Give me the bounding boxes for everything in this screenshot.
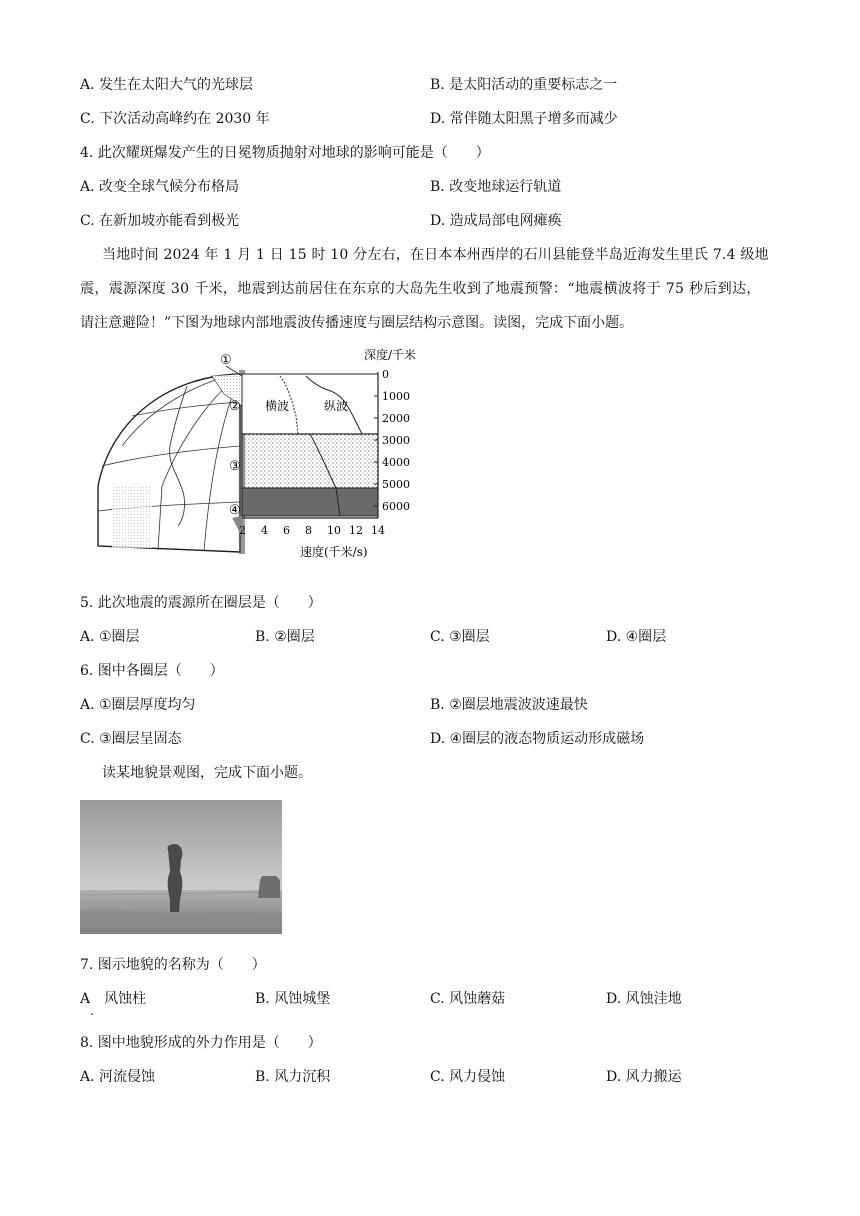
q6-option-d: D. ④圈层的液态物质运动形成磁场 [430, 731, 645, 747]
speed-tick-label: 6 [283, 524, 290, 537]
layer-2-label: ② [229, 399, 241, 414]
q6-option-b: B. ②圈层地震波波速最快 [430, 697, 588, 713]
depth-axis-label: 深度/千米 [364, 348, 417, 362]
q7-option-a-dot: . [90, 1004, 94, 1018]
depth-tick-label: 0 [382, 368, 389, 381]
q5-stem: 5. 此次地震的震源所在圈层是（ ） [80, 595, 322, 611]
q6-stem: 6. 图中各圈层（ ） [80, 663, 224, 679]
q5-option-c: C. ③圈层 [430, 629, 490, 645]
q6-option-c: C. ③圈层呈固态 [80, 731, 182, 747]
q8-stem: 8. 图中地貌形成的外力作用是（ ） [80, 1035, 322, 1051]
depth-tick-label: 4000 [382, 456, 410, 469]
depth-tick-label: 5000 [382, 478, 410, 491]
speed-tick-label: 8 [305, 524, 312, 537]
q5-option-b: B. ②圈层 [255, 629, 315, 645]
speed-tick-label: 14 [371, 524, 385, 537]
q5-option-a: A. ①圈层 [80, 629, 140, 645]
q8-option-a: A. 河流侵蚀 [80, 1069, 156, 1085]
q3-option-b: B. 是太阳活动的重要标志之一 [430, 77, 618, 93]
p-wave-label: 纵波 [324, 399, 349, 413]
speed-tick-label: 2 [239, 524, 246, 537]
passage2: 读某地貌景观图，完成下面小题。 [102, 765, 312, 781]
passage1-line1: 当地时间 2024 年 1 月 1 日 15 时 10 分左右，在日本本州西岸的石川县能登半岛近海发生里氏 7.4 级地 [102, 247, 769, 263]
depth-tick-label: 2000 [382, 412, 410, 425]
depth-ticks [374, 368, 410, 513]
q7-option-b: B. 风蚀城堡 [255, 991, 331, 1007]
outer-core-layer [242, 434, 378, 488]
layer-1-label: ① [220, 353, 232, 368]
q3-option-a: A. 发生在太阳大气的光球层 [80, 77, 254, 93]
q7-option-a: A 风蚀柱 [80, 991, 147, 1007]
layer-4-label: ④ [229, 503, 241, 518]
q8-option-d: D. 风力搬运 [606, 1069, 682, 1085]
s-wave-label: 横波 [265, 399, 290, 413]
q4-stem: 4. 此次耀斑爆发产生的日冕物质抛射对地球的影响可能是（ ） [80, 145, 490, 161]
speed-axis-label: 速度(千米/s) [300, 545, 368, 559]
q7-option-d: D. 风蚀洼地 [606, 991, 682, 1007]
passage1-line3: 请注意避险！”下图为地球内部地震波传播速度与圈层结构示意图。读图，完成下面小题。 [80, 315, 634, 331]
q8-option-c: C. 风力侵蚀 [430, 1069, 506, 1085]
q4-option-c: C. 在新加坡亦能看到极光 [80, 213, 240, 229]
q7-stem: 7. 图示地貌的名称为（ ） [80, 957, 266, 973]
q6-option-a: A. ①圈层厚度均匀 [80, 697, 196, 713]
speed-tick-label: 12 [349, 524, 363, 537]
depth-tick-label: 6000 [382, 500, 410, 513]
passage1-line2: 震，震源深度 30 千米，地震到达前居住在东京的大岛先生收到了地震预警：“地震横波将于 75 秒后到达， [80, 281, 761, 297]
q3-option-d: D. 常伴随太阳黑子增多而减少 [430, 111, 618, 127]
q4-option-d: D. 造成局部电网瘫痪 [430, 213, 562, 229]
earth-interior-figure [92, 346, 417, 564]
speed-tick-label: 10 [327, 524, 341, 537]
depth-tick-label: 1000 [382, 390, 410, 403]
distant-rock [258, 876, 280, 898]
depth-tick-label: 3000 [382, 434, 410, 447]
q5-option-d: D. ④圈层 [606, 629, 667, 645]
inner-core-layer [242, 488, 378, 516]
q4-option-a: A. 改变全球气候分布格局 [80, 179, 240, 195]
q4-option-b: B. 改变地球运行轨道 [430, 179, 562, 195]
q8-option-b: B. 风力沉积 [255, 1069, 331, 1085]
speed-tick-label: 4 [261, 524, 268, 537]
layer-3-label: ③ [229, 459, 241, 474]
speed-ticks [239, 524, 385, 537]
globe-drawing [98, 370, 242, 554]
q7-option-c: C. 风蚀蘑菇 [430, 991, 506, 1007]
q3-option-c: C. 下次活动高峰约在 2030 年 [80, 111, 270, 127]
landform-photo [80, 800, 282, 934]
